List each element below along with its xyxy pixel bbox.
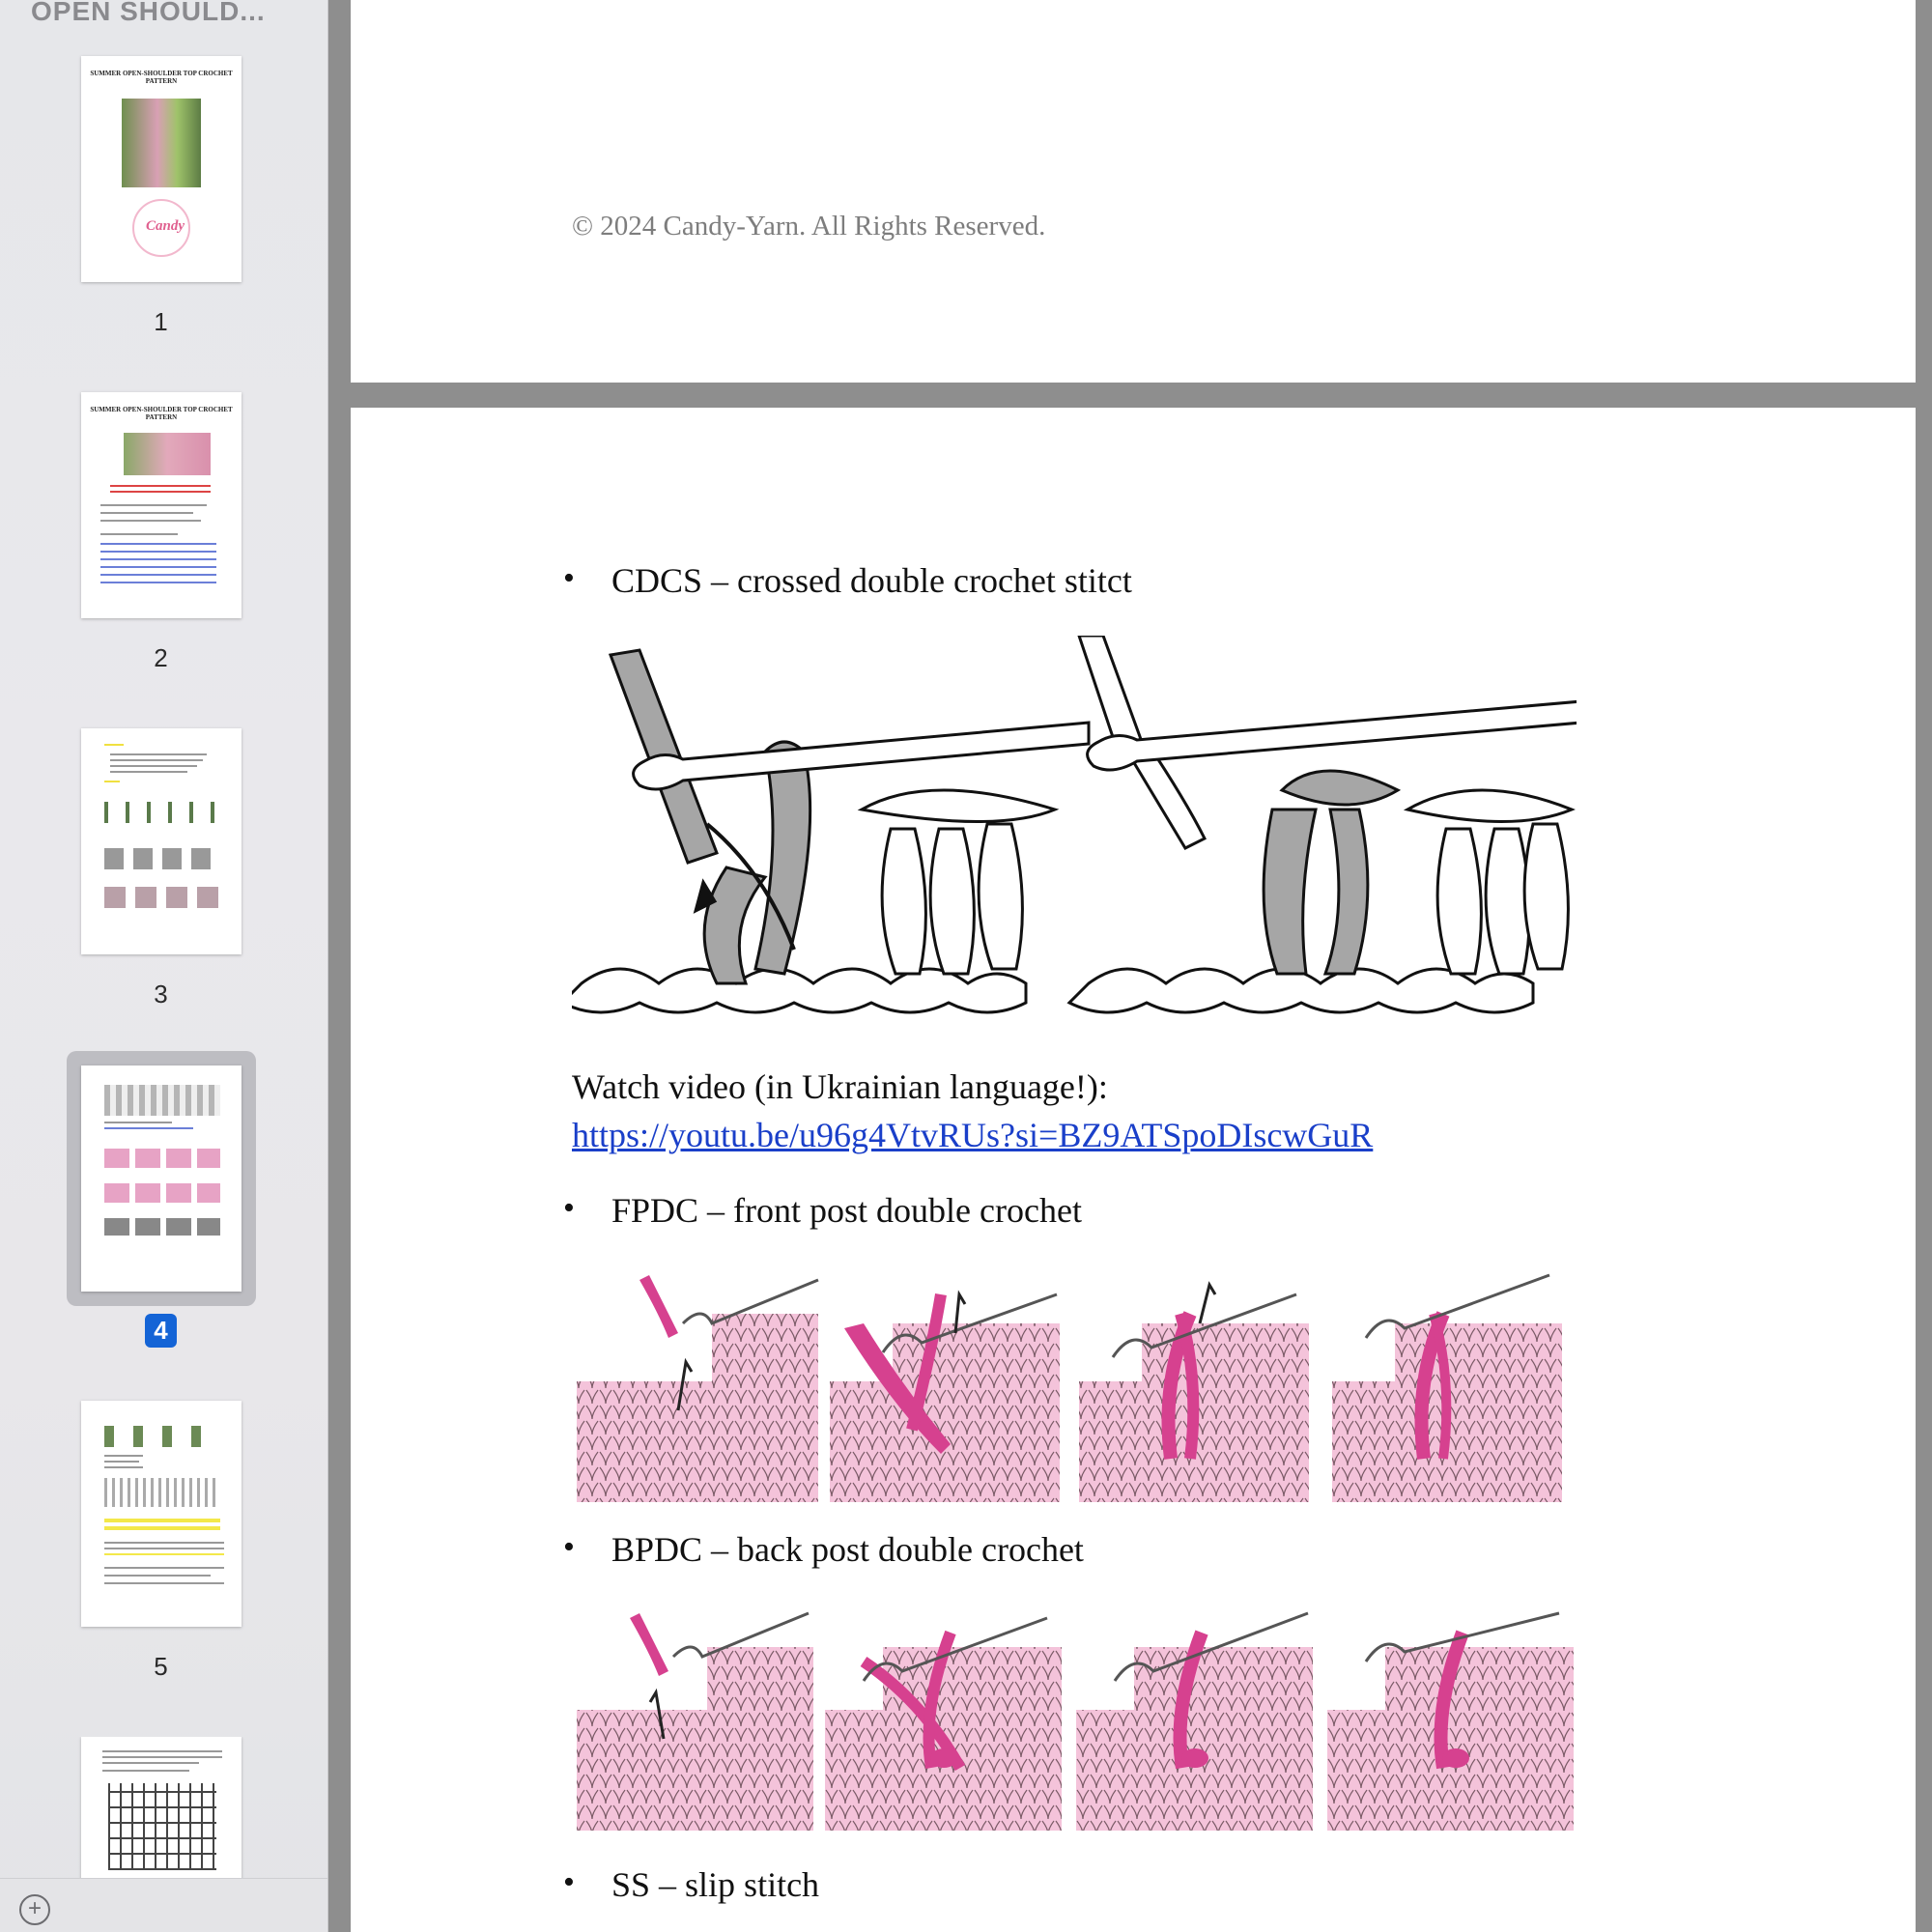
thumbnail-image[interactable] — [81, 56, 242, 282]
thumbnail-page-number: 2 — [154, 643, 168, 672]
sidebar-footer — [0, 1878, 328, 1932]
thumbnail-image[interactable] — [81, 1065, 242, 1292]
thumbnail-title: SUMMER OPEN-SHOULDER TOP CROCHET PATTERN — [90, 406, 233, 421]
bullet-fpdc: • FPDC – front post double crochet — [611, 1190, 1082, 1231]
thumbnail-page-1[interactable] — [0, 56, 328, 375]
video-link[interactable]: https://youtu.be/u96g4VtvRUs?si=BZ9ATSpoDIscwGuR — [572, 1116, 1374, 1154]
add-page-button[interactable]: + — [19, 1894, 50, 1925]
thumbnail-page-2[interactable] — [0, 392, 328, 711]
thumbnail-image[interactable] — [81, 1737, 242, 1878]
bpdc-step-2 — [825, 1618, 1062, 1831]
bpdc-step-4 — [1327, 1613, 1574, 1831]
thumbnail-page-number: 4 — [0, 1314, 322, 1348]
document-page-4 — [351, 408, 1916, 1932]
fpdc-step-4 — [1332, 1275, 1562, 1502]
bpdc-illustration — [572, 1604, 1577, 1835]
cdcs-step-2 — [1069, 636, 1577, 1012]
cover-photo — [122, 99, 201, 187]
bpdc-step-3 — [1076, 1613, 1313, 1831]
bullet-bpdc: • BPDC – back post double crochet — [611, 1529, 1084, 1570]
candy-yarn-logo: Candy — [132, 199, 190, 257]
thumbnail-page-4[interactable] — [0, 1051, 328, 1370]
document-viewer[interactable] — [329, 0, 1932, 1932]
copyright-footer: © 2024 Candy-Yarn. All Rights Reserved. — [572, 211, 1046, 242]
thumbnail-page-number: 3 — [154, 980, 168, 1009]
thumbnail-page-5[interactable] — [0, 1401, 328, 1719]
fpdc-illustration — [572, 1265, 1577, 1507]
thumbnail-image[interactable] — [81, 728, 242, 954]
fpdc-step-1 — [577, 1275, 818, 1502]
thumbnail-page-3[interactable] — [0, 728, 328, 1047]
document-title: OPEN SHOULD... — [31, 0, 266, 26]
thumbnail-page-number: 1 — [154, 307, 168, 336]
bpdc-step-1 — [577, 1613, 813, 1831]
cover-photo — [124, 433, 211, 475]
video-caption: Watch video (in Ukrainian language!): — [572, 1067, 1108, 1106]
cdcs-step-1 — [572, 650, 1089, 1012]
thumbnail-sidebar — [0, 0, 328, 1932]
fpdc-step-3 — [1079, 1285, 1309, 1502]
document-page-3 — [351, 0, 1916, 383]
thumbnail-page-number: 5 — [154, 1652, 168, 1681]
bullet-cdcs: • CDCS – crossed double crochet stitct — [611, 560, 1132, 601]
thumbnail-title: SUMMER OPEN-SHOULDER TOP CROCHET PATTERN — [90, 70, 233, 85]
bullet-ss: • SS – slip stitch — [611, 1864, 819, 1905]
cdcs-illustration — [572, 636, 1577, 1032]
thumbnail-page-6[interactable] — [0, 1737, 328, 1878]
thumbnail-image[interactable] — [81, 1401, 242, 1627]
fpdc-step-2 — [830, 1294, 1060, 1502]
thumbnail-image[interactable] — [81, 392, 242, 618]
